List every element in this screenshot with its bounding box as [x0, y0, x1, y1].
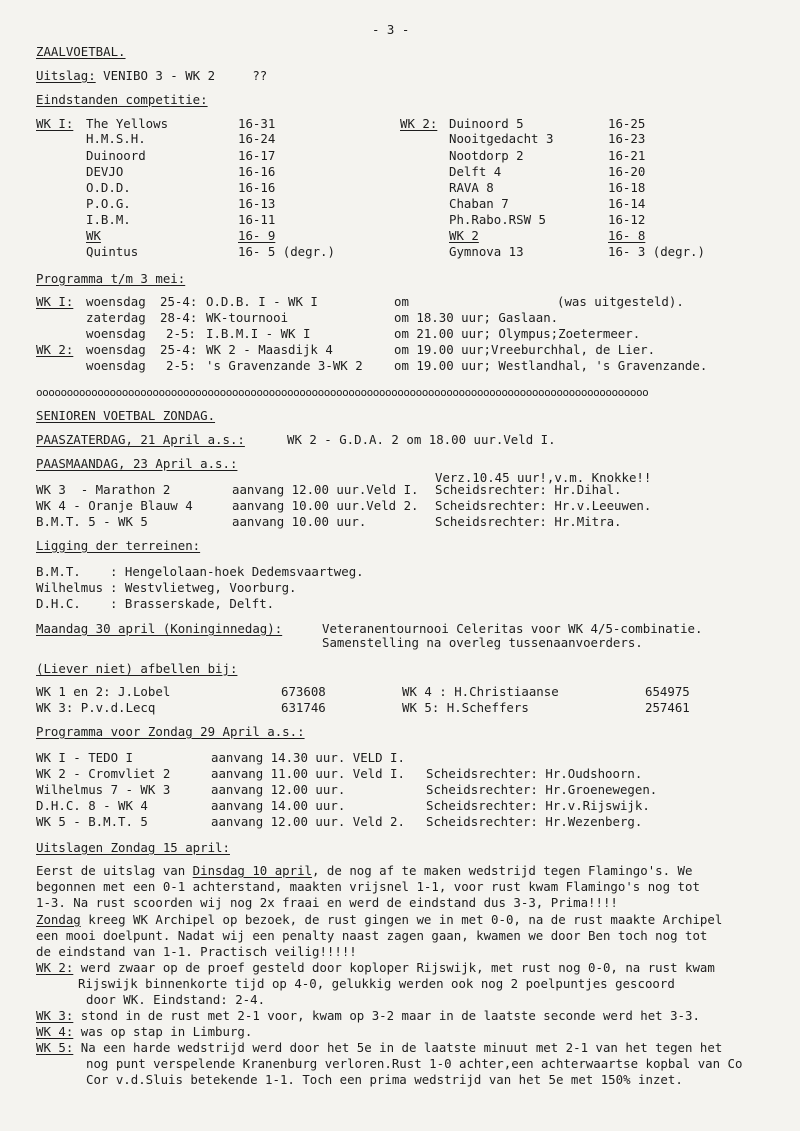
- report-line: begonnen met een 0-1 achterstand, maakten vrijsnel 1-1, voor rust kwam Flamingo's nog tot: [36, 879, 700, 894]
- match-time: aanvang 10.00 uur.: [232, 514, 367, 529]
- standings-row-highlight: [449, 228, 749, 243]
- standings-score: 16-16: [238, 180, 276, 195]
- report-line: WK 2: werd zwaar op de proef gesteld door koploper Rijswijk, met rust nog 0-0, na rust kwam: [36, 960, 715, 975]
- report-line: Zondag kreeg WK Archipel op bezoek, de rust gingen we in met 0-0, na de rust maakte Archipel: [36, 912, 723, 927]
- match: D.H.C. 8 - WK 4: [36, 798, 148, 813]
- standings-team: WK 2: [449, 228, 479, 243]
- standings-score: 16-24: [238, 131, 276, 146]
- programma-time: om 18.30 uur; Gaslaan.: [394, 310, 559, 325]
- programma-match: I.B.M.I - WK I: [206, 326, 311, 341]
- ligging-club: Wilhelmus: [36, 580, 104, 595]
- koninginnedag-line2: Samenstelling na overleg tussenaanvoerders.: [322, 635, 643, 650]
- report-line: WK 4: was op stap in Limburg.: [36, 1024, 253, 1039]
- programma-label: WK 2:: [36, 342, 74, 357]
- match-referee: Scheidsrechter: Hr.v.Leeuwen.: [435, 498, 652, 513]
- match-time: aanvang 12.00 uur.: [211, 782, 346, 797]
- standings-team: Chaban 7: [449, 196, 509, 211]
- standings-score: 16-16: [238, 164, 276, 179]
- ligging-club: B.M.T.: [36, 564, 81, 579]
- match-referee: Scheidsrechter: Hr.Wezenberg.: [426, 814, 643, 829]
- programma-match: O.D.B. I - WK I: [206, 294, 318, 309]
- programma-date: 25-4:: [160, 342, 198, 357]
- standings-score: 16-25: [608, 116, 646, 131]
- programma-extra: (was uitgesteld).: [557, 294, 684, 309]
- standings-team: I.B.M.: [86, 212, 131, 227]
- standings-team: DEVJO: [86, 164, 124, 179]
- report-line: een mooi doelpunt. Nadat wij een penalty naast zagen gaan, kwamen we door Ben toch nog tot: [36, 928, 708, 943]
- page-number: - 3 -: [372, 22, 410, 37]
- standings-team: Delft 4: [449, 164, 502, 179]
- uitslag-value: VENIBO 3 - WK 2 ??: [103, 68, 268, 83]
- report-line: de eindstand van 1-1. Practisch veilig!!!!!: [36, 944, 357, 959]
- standings-team: Duinoord: [86, 148, 146, 163]
- match-referee: Scheidsrechter: Hr.Groenewegen.: [426, 782, 658, 797]
- report-line: Eerst de uitslag van Dinsdag 10 april, de nog af te maken wedstrijd tegen Flamingo's. We: [36, 863, 693, 878]
- standings-team: Ph.Rabo.RSW 5: [449, 212, 546, 227]
- koninginnedag-label: Maandag 30 april (Koninginnedag):: [36, 621, 283, 636]
- standings-score: 16-20: [608, 164, 646, 179]
- paasmaandag-note: Verz.10.45 uur!,v.m. Knokke!!: [435, 470, 652, 485]
- standings-team: Quintus: [86, 244, 139, 259]
- programma-date: 2-5:: [166, 326, 196, 341]
- match: WK 4 - Oranje Blauw 4: [36, 498, 193, 513]
- separator-line: oooooooooooooooooooooooooooooooooooooooooooooooooooooooooooooooooooooooooooooooooooooooooooooooooooo: [36, 386, 649, 396]
- report-line: Cor v.d.Sluis betekende 1-1. Toch een prima wedstrijd van het 5e met 150% inzet.: [86, 1072, 683, 1087]
- standings-wk1-label: WK I:: [36, 116, 74, 131]
- standings-team: Duinoord 5: [449, 116, 524, 131]
- uitslagen-title: Uitslagen Zondag 15 april:: [36, 840, 230, 855]
- standings-wk2-label: WK 2:: [400, 116, 438, 131]
- ligging-club: D.H.C.: [36, 596, 81, 611]
- match: WK 3 - Marathon 2: [36, 482, 171, 497]
- standings-score: 16-11: [238, 212, 276, 227]
- standings-score: 16- 9: [238, 228, 276, 243]
- contact-phone: 654975: [645, 684, 690, 699]
- ligging-address: : Brasserskade, Delft.: [110, 596, 275, 611]
- standings-score: 16-13: [238, 196, 276, 211]
- match-time: aanvang 14.00 uur.: [211, 798, 346, 813]
- match-referee: Scheidsrechter: Hr.Oudshoorn.: [426, 766, 643, 781]
- uitslag-label: Uitslag:: [36, 68, 96, 83]
- programma-match: WK 2 - Maasdijk 4: [206, 342, 333, 357]
- programma-date: 28-4:: [160, 310, 198, 325]
- report-line: door WK. Eindstand: 2-4.: [86, 992, 266, 1007]
- programma-title: Programma t/m 3 mei:: [36, 271, 186, 286]
- report-line: WK 3: stond in de rust met 2-1 voor, kwam op 3-2 maar in de laatste seconde werd het 3-3.: [36, 1008, 700, 1023]
- match: Wilhelmus 7 - WK 3: [36, 782, 171, 797]
- afbellen-title: (Liever niet) afbellen bij:: [36, 661, 238, 676]
- programma-date: 25-4:: [160, 294, 198, 309]
- match-time: aanvang 10.00 uur.Veld 2.: [232, 498, 419, 513]
- programma-day: woensdag: [86, 342, 146, 357]
- standings-team: RAVA 8: [449, 180, 494, 195]
- match: WK I - TEDO I: [36, 750, 133, 765]
- standings-team: P.O.G.: [86, 196, 131, 211]
- programma-day: woensdag: [86, 358, 146, 373]
- standings-score: 16-23: [608, 131, 646, 146]
- paaszaterdag-label: PAASZATERDAG, 21 April a.s.:: [36, 432, 245, 447]
- match-referee: Scheidsrechter: Hr.Dihal.: [435, 482, 622, 497]
- report-line: WK 5: Na een harde wedstrijd werd door het 5e in de laatste minuut met 2-1 van het tegen het: [36, 1040, 723, 1055]
- koninginnedag-line1: Veteranentournooi Celeritas voor WK 4/5-combinatie.: [322, 621, 703, 636]
- contact-name: WK 5: H.Scheffers: [402, 700, 529, 715]
- standings-score: 16-21: [608, 148, 646, 163]
- match-time: aanvang 14.30 uur. VELD I.: [211, 750, 405, 765]
- contact-name: WK 4 : H.Christiaanse: [402, 684, 559, 699]
- paasmaandag-label: PAASMAANDAG, 23 April a.s.:: [36, 456, 238, 471]
- standings-team: WK: [86, 228, 101, 243]
- standings-score: 16-17: [238, 148, 276, 163]
- standings-team: Nootdorp 2: [449, 148, 524, 163]
- programma-time: om 19.00 uur; Westlandhal, 's Gravenzande.: [394, 358, 708, 373]
- standings-team: H.M.S.H.: [86, 131, 146, 146]
- programma-label: WK I:: [36, 294, 74, 309]
- standings-score: 16-18: [608, 180, 646, 195]
- match-referee: Scheidsrechter: Hr.Mitra.: [435, 514, 622, 529]
- contact-name: WK 1 en 2: J.Lobel: [36, 684, 171, 699]
- standings-score: 16-31: [238, 116, 276, 131]
- standings-score: 16- 8: [608, 228, 646, 243]
- section-title-zaalvoetbal: ZAALVOETBAL.: [36, 44, 126, 59]
- match: WK 2 - Cromvliet 2: [36, 766, 171, 781]
- match-referee: Scheidsrechter: Hr.v.Rijswijk.: [426, 798, 650, 813]
- standings-score: 16- 3 (degr.): [608, 244, 705, 259]
- programma-match: 's Gravenzande 3-WK 2: [206, 358, 363, 373]
- standings-team: O.D.D.: [86, 180, 131, 195]
- contact-phone: 673608: [281, 684, 326, 699]
- match-time: aanvang 12.00 uur.Veld I.: [232, 482, 419, 497]
- match: B.M.T. 5 - WK 5: [36, 514, 148, 529]
- programma29-title: Programma voor Zondag 29 April a.s.:: [36, 724, 305, 739]
- ligging-address: : Hengelolaan-hoek Dedemsvaartweg.: [110, 564, 364, 579]
- report-line: Rijswijk binnenkorte tijd op 4-0, gelukkig werden ook nog 2 poelpuntjes gescoord: [78, 976, 675, 991]
- ligging-address: : Westvlietweg, Voorburg.: [110, 580, 297, 595]
- standings-score: 16-12: [608, 212, 646, 227]
- programma-day: woensdag: [86, 326, 146, 341]
- contact-phone: 257461: [645, 700, 690, 715]
- standings-team: Gymnova 13: [449, 244, 524, 259]
- programma-time: om 21.00 uur; Olympus;Zoetermeer.: [394, 326, 641, 341]
- contact-phone: 631746: [281, 700, 326, 715]
- match: WK 5 - B.M.T. 5: [36, 814, 148, 829]
- programma-day: woensdag: [86, 294, 146, 309]
- uitslag-line: [36, 68, 267, 83]
- paaszaterdag-value: WK 2 - G.D.A. 2 om 18.00 uur.Veld I.: [287, 432, 556, 447]
- standings-score: 16-14: [608, 196, 646, 211]
- programma-date: 2-5:: [166, 358, 196, 373]
- match-time: aanvang 12.00 uur. Veld 2.: [211, 814, 405, 829]
- ligging-title: Ligging der terreinen:: [36, 538, 201, 553]
- standings-team: Nooitgedacht 3: [449, 131, 554, 146]
- programma-match: WK-tournooi: [206, 310, 289, 325]
- report-line: 1-3. Na rust scoorden wij nog 2x fraai en werd de eindstand dus 3-3, Prima!!!!: [36, 895, 618, 910]
- section-title-senioren: SENIOREN VOETBAL ZONDAG.: [36, 408, 216, 423]
- standings-score: 16- 5 (degr.): [238, 244, 335, 259]
- eindstanden-title: Eindstanden competitie:: [36, 92, 208, 107]
- programma-time: om 19.00 uur;Vreeburchhal, de Lier.: [394, 342, 656, 357]
- match-time: aanvang 11.00 uur. Veld I.: [211, 766, 405, 781]
- contact-name: WK 3: P.v.d.Lecq: [36, 700, 156, 715]
- programma-day: zaterdag: [86, 310, 146, 325]
- standings-team: The Yellows: [86, 116, 169, 131]
- report-line: nog punt verspelende Kranenburg verloren.Rust 1-0 achter,een achterwaartse kopbal van Co: [86, 1056, 743, 1071]
- programma-time: om: [394, 294, 454, 309]
